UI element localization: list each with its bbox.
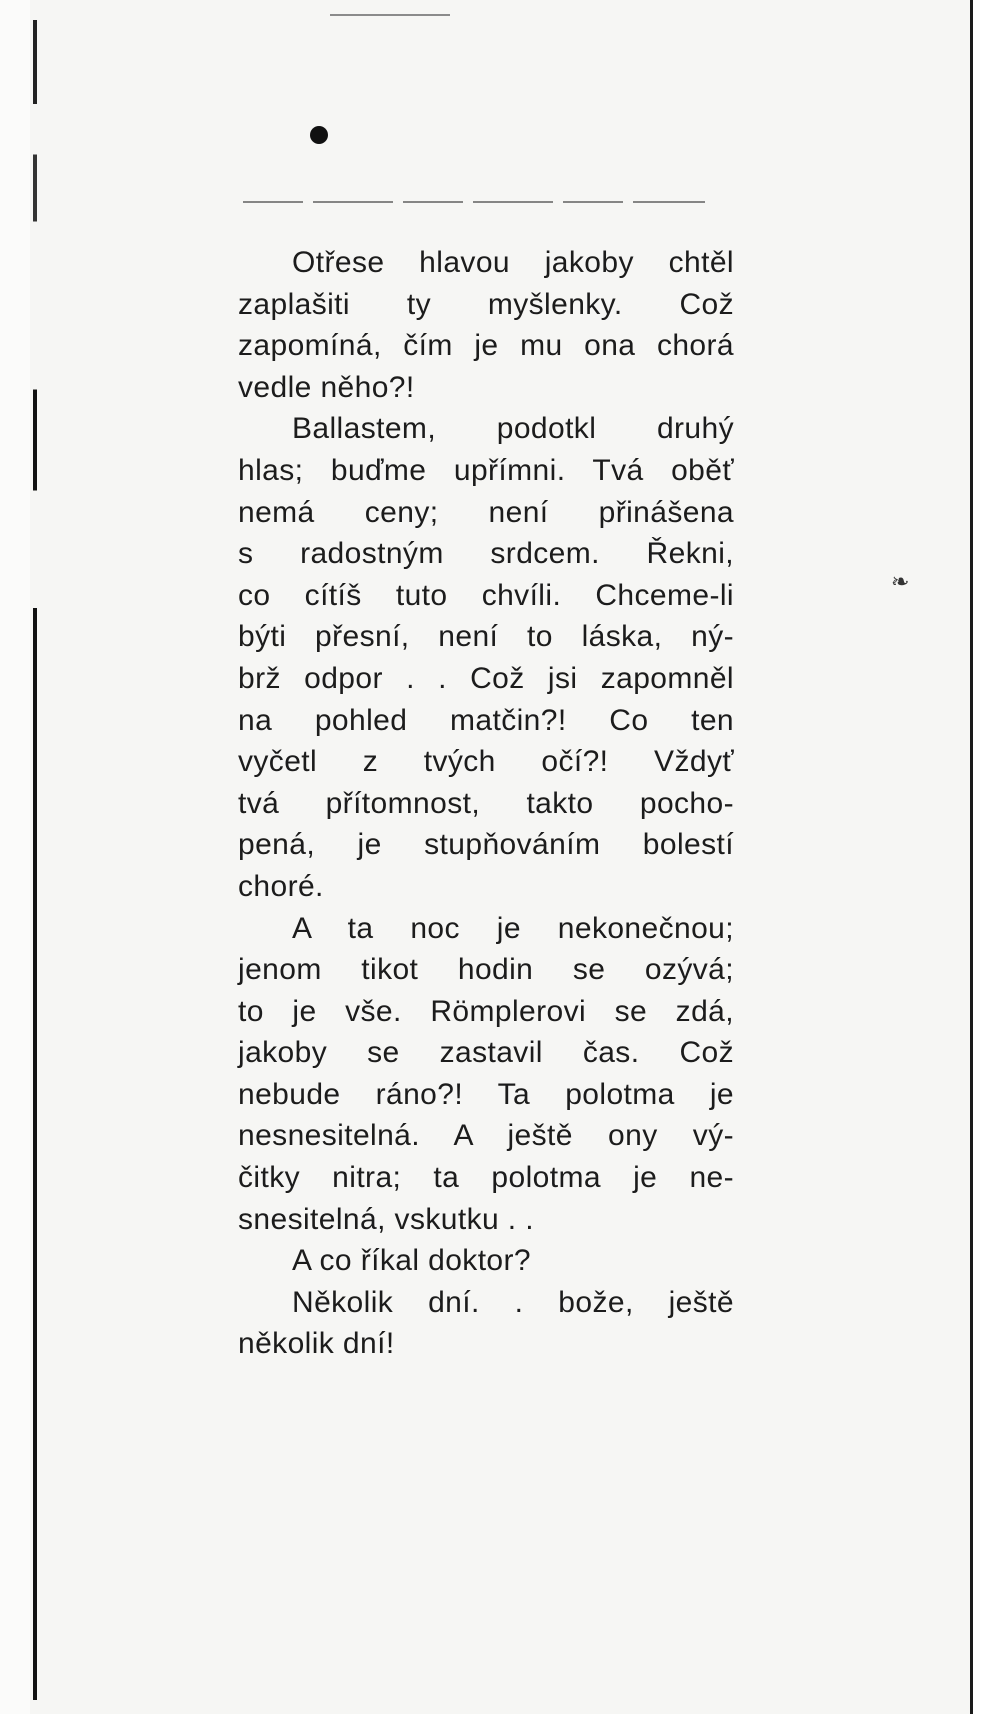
text-line: jakoby se zastavil čas. Což bbox=[238, 1036, 734, 1070]
text-line: snesitelná, vskutku . . bbox=[238, 1202, 535, 1236]
text-line: několik dní! bbox=[238, 1327, 395, 1361]
text-line: jenom tikot hodin se ozývá; bbox=[238, 953, 734, 987]
text-line: nebude ráno?! Ta polotma je bbox=[238, 1077, 734, 1111]
text-line: nesnesitelná. A ještě ony vý- bbox=[238, 1119, 734, 1153]
page-left-margin bbox=[0, 0, 30, 1714]
text-line: vedle něho?! bbox=[238, 370, 415, 404]
binding-edge bbox=[33, 20, 37, 1700]
text-line: tvá přítomnost, takto pocho- bbox=[238, 786, 734, 820]
text-line: pená, je stupňováním bolestí bbox=[238, 828, 734, 862]
text-line: nemá ceny; není přinášena bbox=[238, 495, 734, 529]
text-line: zapomíná, čím je mu ona chorá bbox=[238, 329, 734, 363]
top-scan-mark bbox=[330, 14, 450, 16]
side-ornament-icon: ❧ bbox=[891, 570, 910, 595]
text-line: Ballastem, podotkl druhý bbox=[292, 412, 734, 446]
body-text bbox=[238, 242, 734, 1365]
page-right-edge bbox=[970, 0, 991, 1714]
text-line: A ta noc je nekonečnou; bbox=[292, 911, 734, 945]
text-line: Několik dní. . bože, ještě bbox=[292, 1285, 734, 1319]
text-line: co cítíš tuto chvíli. Chceme-li bbox=[238, 578, 734, 612]
text-line: hlas; buďme upřímni. Tvá oběť bbox=[238, 453, 734, 487]
text-line: A co říkal doktor? bbox=[292, 1244, 531, 1278]
text-line: na pohled matčin?! Co ten bbox=[238, 703, 734, 737]
text-line: s radostným srdcem. Řekni, bbox=[238, 537, 734, 571]
header-rule bbox=[243, 201, 705, 203]
text-line: býti přesní, není to láska, ný- bbox=[238, 620, 734, 654]
bullet-ornament bbox=[310, 126, 328, 144]
text-line: vyčetl z tvých očí?! Vždyť bbox=[238, 745, 734, 779]
text-line: Otřese hlavou jakoby chtěl bbox=[292, 246, 734, 279]
text-line: čitky nitra; ta polotma je ne- bbox=[238, 1161, 734, 1195]
text-line: to je vše. Römplerovi se zdá, bbox=[238, 994, 734, 1028]
text-line: brž odpor . . Což jsi zapomněl bbox=[238, 661, 734, 695]
text-line: choré. bbox=[238, 869, 324, 903]
text-line: zaplašiti ty myšlenky. Což bbox=[238, 287, 734, 321]
